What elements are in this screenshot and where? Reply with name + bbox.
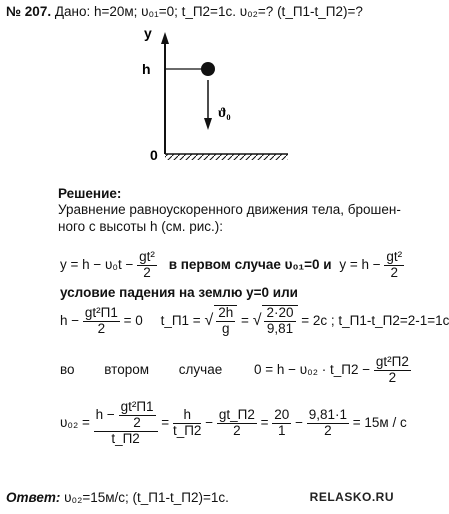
eq4-f3 (217, 408, 257, 439)
condition-line: условие падения на землю y=0 или (60, 285, 298, 300)
eq2-sqrt-num: 2h (218, 305, 234, 320)
velocity-label: ϑ₀ (218, 106, 231, 121)
problem-header (6, 4, 363, 19)
eq2-den: 2 (97, 320, 106, 336)
answer-label: Ответ: (6, 490, 61, 505)
eq4-inner-num: gt²П1 (120, 399, 154, 414)
equation-3 (60, 354, 409, 386)
eq4-f3-den: 2 (233, 422, 241, 438)
eq4-f3-num: gt_П2 (218, 406, 255, 422)
eq3-num: gt²П2 (375, 354, 409, 369)
eq4-big-num-h: h − (95, 406, 115, 422)
y-axis-arrow-icon (161, 32, 169, 44)
eq2-sqrt1-fraction (216, 306, 235, 337)
problem-number: № 207. (6, 4, 52, 19)
ball (201, 62, 215, 76)
eq2-sqrt-den: g (221, 320, 230, 336)
eq1-right-fraction (384, 250, 404, 281)
eq4-inner-fraction (119, 400, 156, 431)
eq2-sqrt2-num: 2·20 (266, 305, 294, 320)
y-label: y (144, 25, 152, 41)
ground-hatch (165, 154, 288, 160)
eq3-fraction (374, 355, 411, 386)
intro-line-1: Уравнение равноускоренного движения тела, брошен- (58, 202, 401, 217)
eq4-minus: − (205, 414, 214, 430)
problem-given: Дано: h=20м; υ₀₁=0; t_П2=1с. υ₀₂=? (t_П1-t_П2)=? (54, 4, 363, 19)
eq4-f2 (173, 408, 201, 439)
eq4-inner-den: 2 (133, 414, 141, 430)
watermark: RELASKO.RU (309, 490, 394, 504)
origin-label: 0 (150, 147, 158, 163)
second-word-1: во (60, 361, 75, 377)
eq4-f5-num: 9,81·1 (308, 406, 347, 422)
fall-diagram (130, 24, 310, 164)
eq4-f5-den: 2 (324, 422, 332, 438)
equation-2: h − $\frac{\text{gt²П1}}{2}$ = 0 t_П1 = √ $\frac{2h}{g}$ = √ $\frac{2\cdot 20}{9,81}$ = 2с ; t_П1-t_П2=2-1=1с (60, 305, 449, 336)
eq1-right-den: 2 (390, 264, 399, 280)
eq4-big-num (94, 400, 158, 432)
eq4-big-fraction (94, 400, 158, 447)
eq1-text: в первом случае υ₀₁=0 и (168, 256, 332, 272)
answer-text: υ₀₂=15м/с; (t_П1-t_П2)=1с. (64, 490, 229, 505)
eq4-f5 (307, 408, 349, 439)
eq1-right-num: gt² (386, 249, 403, 264)
eq4-f4 (272, 408, 291, 439)
eq2-eq: = (241, 312, 249, 328)
second-word-2: втором (104, 361, 150, 377)
eq4-f4-den: 1 (278, 422, 286, 438)
eq2-result: = 2с ; t_П1-t_П2=2-1=1с (301, 312, 449, 328)
eq2-h: h − (60, 312, 80, 328)
eq1-left: y = h − υ₀t − (60, 256, 134, 272)
eq4-minus2: − (295, 414, 303, 430)
h-label: h (142, 61, 151, 77)
eq2-sqrt2-den: 9,81 (266, 320, 294, 336)
eq4-lhs: υ₀₂ = (60, 414, 90, 430)
eq4-f2-den: t_П2 (172, 422, 202, 438)
eq1-right: y = h − (339, 256, 381, 272)
eq4-big-den: t_П2 (111, 430, 140, 446)
eq4-result: = 15м / с (352, 414, 407, 430)
velocity-arrowhead-icon (204, 118, 212, 130)
equation-1 (60, 250, 404, 281)
solution-title: Решение: (58, 186, 122, 201)
answer-line (6, 490, 229, 505)
eq2-eq0: = 0 (123, 312, 143, 328)
eq1-left-den: 2 (143, 264, 151, 280)
eq2-num: gt²П1 (84, 305, 118, 320)
eq2-sqrt2-fraction (264, 306, 295, 337)
eq1-left-fraction (137, 250, 157, 281)
second-word-3: случае (178, 361, 223, 377)
eq4-f4-num: 20 (274, 406, 290, 422)
eq2-t: t_П1 = (160, 312, 201, 328)
equation-4 (60, 400, 407, 447)
eq2-fraction (83, 306, 120, 337)
eq4-eq1: = (161, 414, 170, 430)
intro-line-2: ного с высоты h (см. рис.): (58, 219, 224, 234)
eq4-f2-num: h (173, 408, 201, 424)
eq3-den: 2 (388, 369, 397, 385)
eq3-left: 0 = h − υ₀₂ · t_П2 − (253, 361, 371, 377)
eq1-left-num: gt² (139, 249, 155, 264)
eq4-eq2: = (260, 414, 269, 430)
